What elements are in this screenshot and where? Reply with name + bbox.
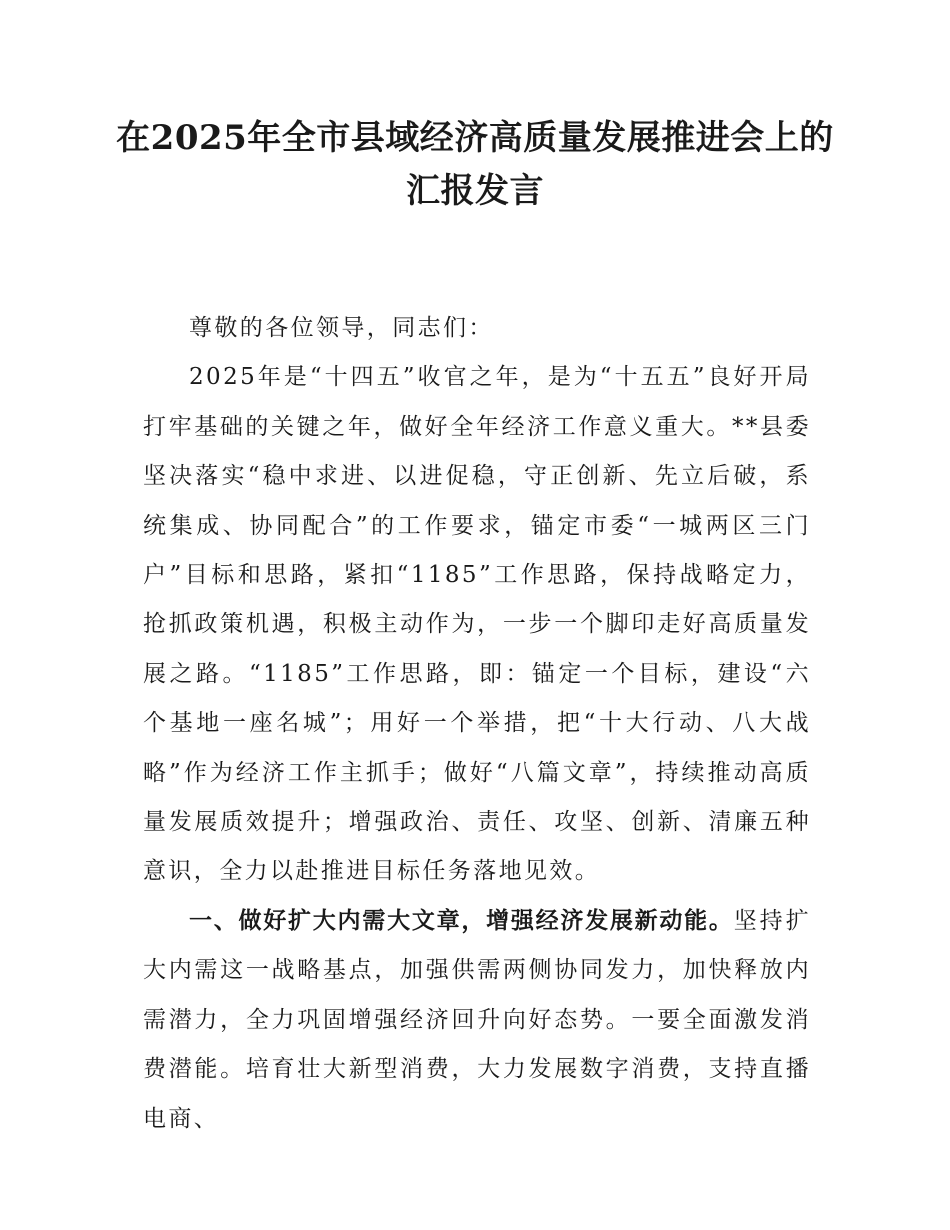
intro-paragraph: 2025年是“十四五”收官之年，是为“十五五”良好开局打牢基础的关键之年，做好全年经济工作意义重大。**县委坚决落实“稳中求进、以进促稳，守正创新、先立后破，系统集成、协同配合”的工作要求，锚定市委“一城两区三门户”目标和思路，紧扣“1185”工作思路，保持战略定力，抢抓政策机遇，积极主动作为，一步一个脚印走好高质量发展之路。“1185”工作思路，即：锚定一个目标，建设“六个基地一座名城”；用好一个举措，把“十大行动、八大战略”作为经济工作主抓手；做好“八篇文章”，持续推动高质量发展质效提升；增强政治、责任、攻坚、创新、清廉五种意识，全力以赴推进目标任务落地见效。 (143, 364, 811, 885)
section-1-text: 坚持扩大内需这一战略基点，加强供需两侧协同发力，加快释放内需潜力，全力巩固增强经济回升向好态势。一要全面激发消费潜能。培育壮大新型消费，大力发展数字消费，支持直播电商、 (143, 907, 812, 1132)
document-body (143, 304, 811, 1144)
section-1-paragraph (143, 897, 811, 1144)
salutation: 尊敬的各位领导，同志们： (189, 315, 494, 341)
document-title: 在2025年全市县域经济高质量发展推进会上的汇报发言 (116, 118, 834, 211)
section-1-heading: 一、做好扩大内需大文章，增强经济发展新动能。 (189, 907, 734, 934)
